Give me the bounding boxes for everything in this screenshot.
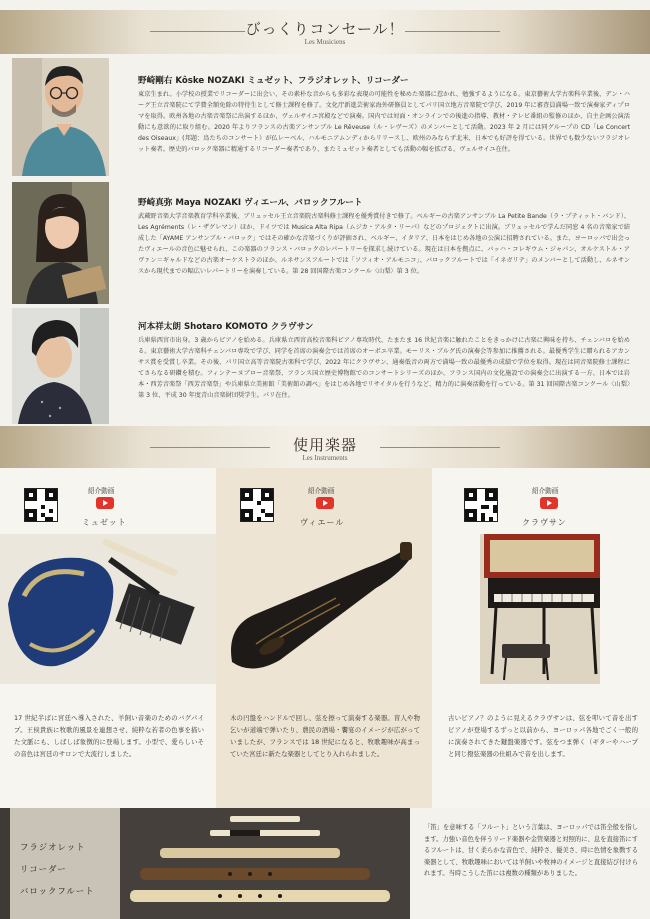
instrument-name: ヴィエール (300, 518, 345, 527)
play-icon[interactable] (540, 497, 558, 509)
section-subtitle: Les Instruments (302, 454, 348, 462)
qr-code-icon[interactable] (240, 488, 274, 522)
musician-name: 野崎真弥 Maya NOZAKI ヴィエール、バロックフルート (138, 198, 363, 208)
musician-bio: 武蔵野音楽大学音楽教育学科卒業後、ブリュッセル王立音楽院古楽科修士課程を優秀賞付きで修了。ベルギーの古楽アンサンブル La Petite Bande（ラ・プティット・バンド）、Les Agréments（レ・ザグレマン）ほか、ドイツでは Musica Alta Ripa（ムジカ・アルタ・リーパ）などのプロジェクトに出演。ブリュッセルで学んだ同窓 4 名の音楽家で結成した「AYAME アンサンブル・バロック」ではその確かな音楽づくりが評価され、ベルギー、イタリア、日本をはじめ各地の公演に招聘されている。また、ヨーロッパで出会ったヴィエールの音色に魅せられ、この楽器のフランス・バロックのレパートリーを探求し続けている。現在は日本を拠点に、バッハ・コレギウム・ジャパン、オルケストル・アヴァン＝ギャルドなどの古楽オーケストラのほか、ルネサンスフルートでは「ソフィオ・アルモニコ」、バロックフルートでは「イネガリテ」のメンバーとして活動し、ルネサンスから現代までの幅広いレパートリーを演奏している。第 28 回国際古楽コンクール〈山梨〉第 3 位。 (138, 213, 630, 275)
musician-photo (12, 58, 109, 176)
musicians-banner (0, 10, 650, 54)
instrument-card (432, 468, 650, 808)
instrument-card (216, 468, 432, 808)
clavecin-image (432, 534, 650, 684)
section-subtitle: Les Musiciens (304, 38, 346, 46)
play-icon[interactable] (96, 497, 114, 509)
musician-photo (12, 308, 109, 424)
musician-photo (12, 182, 109, 304)
qr-code-icon[interactable] (464, 488, 498, 522)
musician-profile (0, 308, 650, 426)
video-label: 紹介動画 (308, 487, 335, 495)
instrument-description: 古いピアノ？のように見えるクラヴサンは、弦を叩いて音を出すピアノが登場するずっと以前から、ヨーロッパ各地でごく一般的に演奏されてきた鍵盤楽器です。弦をつま弾く（ギターやハープと同じ撥弦楽器の仕組みで音を出します。 (448, 714, 638, 758)
flutes-image (120, 808, 410, 919)
instrument-name: ミュゼット (82, 518, 127, 527)
section-title: 使用楽器 (292, 436, 357, 454)
play-icon[interactable] (316, 497, 334, 509)
video-label: 紹介動画 (88, 487, 115, 495)
section-title: びっくりコンセール！ (245, 20, 405, 38)
flute-item: リコーダー (20, 864, 67, 874)
musette-image (0, 534, 216, 684)
musician-name: 河本祥太朗 Shotaro KOMOTO クラヴサン (138, 322, 314, 332)
flute-item: フラジオレット (20, 842, 86, 852)
flutes-description: 「笛」を意味する「フルート」という言葉は、ヨーロッパでは笛全般を指します。力強い音色を伴うリード楽器や金管楽器と対照的に、息を直接笛にするフルートは、甘く柔らかな音色で、純粋さ、優美さ、時に色情を象徴する楽器として、牧歌趣味においては羊飼いや牧神のイメージと直接結び付けられます。当時こうした笛には複数の種類がありました。 (424, 824, 638, 878)
instruments-banner (0, 426, 650, 470)
flute-item: バロックフルート (20, 886, 95, 896)
musician-name: 野崎剛右 Kôske NOZAKI ミュゼット、フラジオレット、リコーダー (138, 76, 409, 86)
musician-profile (0, 58, 650, 178)
vielle-image (216, 534, 432, 684)
video-label: 紹介動画 (532, 487, 559, 495)
musician-bio: 東京生まれ。小学校の授業でリコーダーに出会い、その素朴な音からも多彩な表現の可能性を秘めた楽器に惹かれ、勉強するようになる。東京藝術大学古楽科卒業後、デン・ハーグ王立音楽院にて学費全額免除の特待生として修士課程を修了。文化庁新進芸術家海外研修員としてパリ国立地方音楽院で学び、2019 年に審査員満場一致で演奏家ディプロマを取得。欧州各地の古楽音楽祭に出演するほか、ヴェルサイユ宮殿などで演奏。国内では対面・オンラインでの後進の指導、教材・テレビ番組の監修のほか、自主企画公演活動にも意欲的に取り組む。2020 年よりフランスの古楽アンサンブル Le Rêveuse（ル・レヴーズ）のメンバーとして活動。2023 年 2 月には同グループの CD「Le Concert des Oiseaux」(邦題：鳥たちのコンサート）が仏レーベル、ハルモニアムンディからリリースし、欧州のみならず北米、日本でも好評を得ている。世界でも数少ないフラジオレット奏者。歴史的バロック楽器に精通するリコーダー奏者であり、またミュゼット奏者としても活動の幅を拡げる。ヴェルサイユ在住。 (138, 91, 630, 153)
musician-profile (0, 182, 650, 304)
instrument-description: 17 世紀半ばに宮廷へ導入された、羊飼い音楽のためのバグパイプ。王侯貴族に牧歌的風景を連想させ、純粋な若者の色事を描いた文脈にも、しばしば象徴的に登場します。小型で、愛らしいその音色は宮廷のサロンで大流行しました。 (14, 714, 204, 758)
qr-code-icon[interactable] (24, 488, 58, 522)
instrument-name: クラヴサン (522, 518, 567, 527)
flutes-list (20, 836, 95, 902)
instrument-description: 木の円盤をハンドルで回し、弦を擦って演奏する楽器。盲人や物乞いが道端で弾いたり、農民の酒場・饗宴のイメージが広がっていましたが、フランスでは 18 世紀になると、牧歌趣味が高まっていた宮廷に新たな楽器としてとり入れられました。 (230, 714, 420, 758)
musician-bio: 兵庫県西宮市出身。3 歳からピアノを始める。兵庫県立西宮高校音楽科ピアノ専攻時代、たまたま 16 世紀音楽に触れたことをきっかけに古楽に興味を持ち、チェンバロを始める。東京藝術大学古楽科チェンバロ専攻で学び、同学を首席の演奏会では首席のオーボエ卒業。モーリス・ブルグ氏の演奏会等参加に推薦される。最優秀学生に贈られるアカンサス賞を受賞し卒業。その後、パリ国立高等音楽院古楽科で学び、2022 年にクラヴサン、通奏低音の両方で満場一致の最優秀の成績で学位を取得。現在は同音楽院修士課程にてさらなる研鑽を積む。フィンテーヌブロー音楽祭、フランス国立歴史博物館でのコンサートシリーズのほか、フランス国内の文化施設での演奏会に出演する一方、日本では岩本・西芳音楽祭「西芳音楽祭」や兵庫県立美術館「美術館の調べ」をはじめ各地でリサイタルを行うなど、精力的に演奏活動を行っている。第 31 回国際古楽コンクール〈山梨〉第 3 位、平成 30 年度青山音楽財団奨学生。パリ在住。 (138, 337, 630, 399)
instrument-card (0, 468, 216, 808)
